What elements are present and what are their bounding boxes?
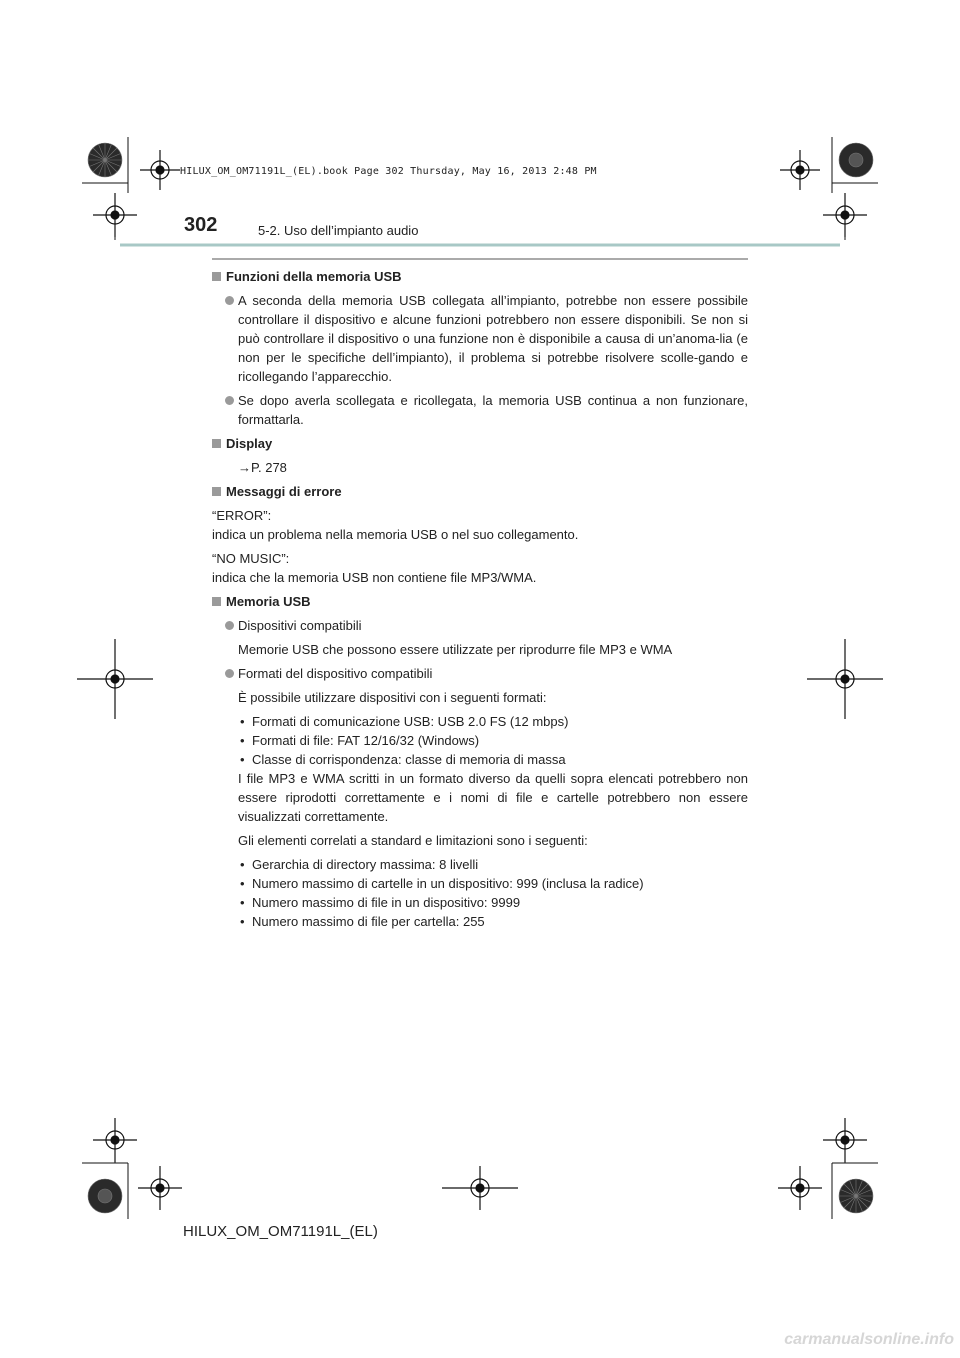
limits-list (212, 855, 748, 931)
compatible-devices-text: Memorie USB che possono essere utilizzate per riprodurre file MP3 e WMA (238, 642, 673, 657)
file-stamp: HILUX_OM_OM71191L_(EL).book Page 302 Thursday, May 16, 2013 2:48 PM (180, 166, 597, 177)
list-item: • Numero massimo di file in un dispositivo: 9999 (238, 893, 748, 912)
watermark: carmanualsonline.info (784, 1331, 954, 1348)
error-code: “NO MUSIC”: (212, 551, 290, 566)
list-item: • Formati di comunicazione USB: USB 2.0 FS (12 mbps) (238, 712, 748, 731)
limits-intro: Gli elementi correlati a standard e limitazioni sono i seguenti: (238, 833, 588, 848)
formats-list (212, 712, 748, 769)
display-page-ref: →P. 278 (238, 460, 287, 475)
heading-error-messages: Messaggi di errore (212, 482, 748, 501)
formats-note: I file MP3 e WMA scritti in un formato diverso da quelli sopra elencati potrebbero non essere riprodotti correttamente e i nomi di file e cartelle potrebbero non essere visualizzati correttamente. (238, 771, 748, 824)
error-item (212, 549, 748, 587)
heading-usb-memory: Memoria USB (212, 592, 748, 611)
error-description: indica un problema nella memoria USB o nel suo collegamento. (212, 527, 579, 542)
page-number: 302 (184, 214, 218, 236)
list-item: • Numero massimo di file per cartella: 255 (238, 912, 748, 931)
formats-intro: È possibile utilizzare dispositivi con i seguenti formati: (238, 690, 547, 705)
error-code: “ERROR”: (212, 508, 272, 523)
heading-display: Display (212, 434, 748, 453)
list-item: • Formati di file: FAT 12/16/32 (Windows) (238, 731, 748, 750)
list-item: • Numero massimo di cartelle in un dispositivo: 999 (inclusa la radice) (238, 874, 748, 893)
footer-code: HILUX_OM_OM71191L_(EL) (183, 1223, 378, 1240)
bullet-usb-functions-2: Se dopo averla scollegata e ricollegata, la memoria USB continua a non funzionare, formattarla. (212, 391, 748, 429)
bullet-compatible-devices: Dispositivi compatibili (212, 616, 748, 635)
list-item: • Gerarchia di directory massima: 8 livelli (238, 855, 748, 874)
heading-usb-functions: Funzioni della memoria USB (212, 267, 748, 286)
list-item: • Classe di corrispondenza: classe di memoria di massa (238, 750, 748, 769)
error-item (212, 506, 748, 544)
bullet-usb-functions-1: A seconda della memoria USB collegata all’impianto, potrebbe non essere possibile controllare il dispositivo e alcune funzioni potrebbero non essere disponibili. Se non si può controllare il dispositivo o una funzione non è disponibile a causa di un’anoma-lia (e non per le specifiche dell’impianto), il problema si potrebbe risolvere scolle-gando e ricollegando l’apparecchio. (212, 291, 748, 386)
section-title: 5-2. Uso dell’impianto audio (258, 223, 419, 238)
bullet-compatible-formats: Formati del dispositivo compatibili (212, 664, 748, 683)
page-content (212, 267, 748, 936)
error-description: indica che la memoria USB non contiene file MP3/WMA. (212, 570, 537, 585)
